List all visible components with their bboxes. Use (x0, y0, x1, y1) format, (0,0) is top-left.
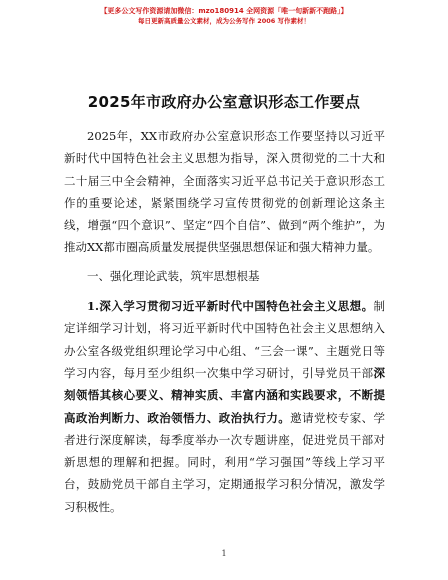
document-body (64, 125, 385, 518)
item-1-text-a: 制定详细学习计划，将习近平新时代中国特色社会主义思想纳入办公室各级党组织理论学习中心组、“三会一课”、主题党日等学习内容，每月至少组织一次集中学习研讨，引导党员干部 (64, 299, 385, 380)
item-1-paragraph (64, 295, 385, 518)
item-1-emphasis: 深刻领悟其核心要义、精神实质、丰富内涵和实践要求，不断提高政治判断力、政治领悟力、政治执行力。 (64, 365, 385, 425)
item-1-title: 1.深入学习贯彻习近平新时代中国特色社会主义思想。 (87, 299, 374, 314)
header-banner (0, 6, 448, 26)
intro-paragraph: 2025年，XX市政府办公室意识形态工作要坚持以习近平新时代中国特色社会主义思想为指导，深入贯彻党的二十大和二十届三中全会精神，全面落实习近平总书记关于意识形态工作的重要论述，紧紧围绕学习宣传贯彻党的创新理论这条主线，增强“四个意识”、坚定“四个自信”、做到“两个维护”，为推动XX都市圈高质量发展提供坚强思想保证和强大精神力量。 (64, 129, 385, 255)
banner-line-1: 【更多公文写作资源请加微信：mzo180914 全网资源「唯一旬新新不跑路」】 (100, 7, 348, 15)
page-number: 1 (221, 549, 227, 558)
item-1-text-b: 邀请党校专家、学者进行深度解读，每季度举办一次专题讲座，促进党员干部对新思想的理解和把握。同时，利用“学习强国”等线上学习平台，鼓励党员干部自主学习，定期通报学习积分情况，激发学习积极性。 (64, 410, 385, 514)
section-heading: 一、强化理论武装，筑牢思想根基 (87, 268, 260, 283)
document-title: 2025年市政府办公室意识形态工作要点 (87, 93, 361, 111)
banner-line-2: 每日更新高质量公文素材，成为公务写作 2006 写作素材！ (137, 17, 311, 25)
